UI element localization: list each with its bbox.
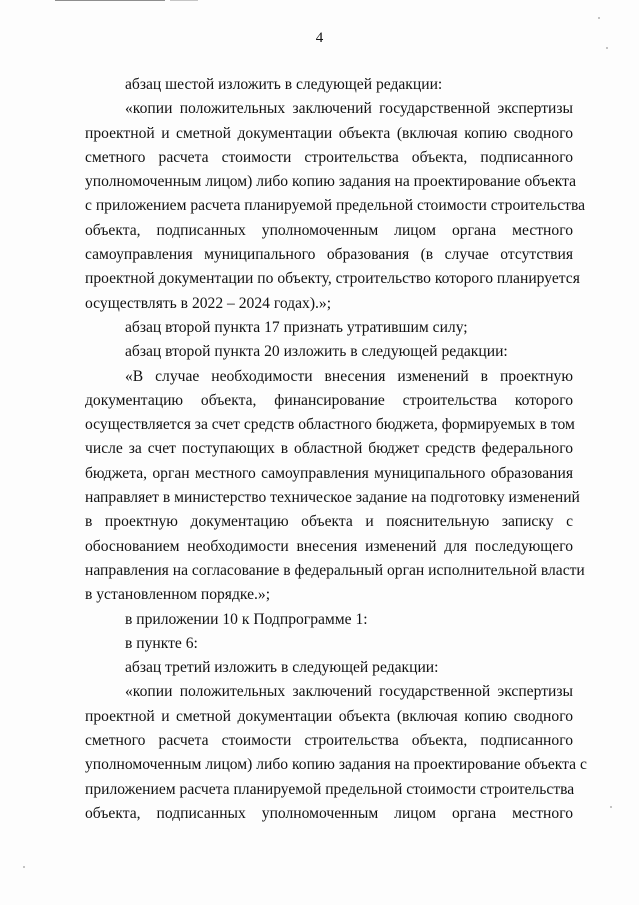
document-body (85, 73, 587, 826)
body-line: с приложением расчета планируемой предельной стоимости строительства (85, 197, 586, 215)
body-line: абзац второй пункта 17 признать утратившим силу; (125, 318, 468, 336)
body-line: осуществляется за счет средств областного бюджета, формируемых в том (85, 416, 575, 434)
body-line: сметного расчета стоимости строительства объекта, подписанного (85, 148, 573, 166)
page-number: 4 (315, 30, 324, 46)
scan-edge-line (170, 0, 198, 1)
body-line: абзац шестой изложить в следующей редакции: (125, 76, 443, 93)
body-line: числе за счет поступающих в областной бюджет средств федерального (85, 440, 573, 458)
body-line: в пункте 6: (125, 634, 198, 652)
body-line: абзац второй пункта 20 изложить в следующей редакции: (125, 343, 508, 361)
body-line: в приложении 10 к Подпрограмме 1: (125, 610, 368, 628)
scan-edge-line (55, 0, 165, 1)
body-line: «копии положительных заключений государственной экспертизы (125, 100, 573, 118)
body-line: объекта, подписанных уполномоченным лицом органа местного (85, 804, 573, 822)
body-line: приложением расчета планируемой предельной стоимости строительства (85, 780, 575, 798)
scan-speck (610, 806, 612, 808)
body-line: бюджета, орган местного самоуправления муниципального образования (85, 464, 573, 482)
body-line: объекта, подписанных уполномоченным лицом органа местного (85, 221, 573, 239)
body-line: документацию объекта, финансирование строительства которого (85, 391, 573, 409)
body-line: уполномоченным лицом) либо копию задания на проектирование объекта с (85, 756, 587, 774)
scan-speck (606, 47, 608, 49)
body-line: проектной и сметной документации объекта (включая копию сводного (85, 707, 573, 725)
body-line: уполномоченным лицом) либо копию задания на проектирование объекта (85, 173, 577, 191)
body-line: самоуправления муниципального образования (в случае отсутствия (85, 246, 573, 264)
body-line: абзац третий изложить в следующей редакции: (125, 659, 439, 677)
body-line: в установленном порядке.»; (85, 586, 271, 604)
body-line: направляет в министерство техническое задание на подготовку изменений (85, 489, 580, 507)
body-line: обоснованием необходимости внесения изменений для последующего (85, 537, 573, 555)
body-line: осуществлять в 2022 – 2024 годах).»; (85, 294, 332, 312)
body-line: «копии положительных заключений государственной экспертизы (125, 683, 573, 701)
body-line: направления на согласование в федеральный орган исполнительной власти (85, 561, 585, 579)
body-line: сметного расчета стоимости строительства объекта, подписанного (85, 732, 573, 750)
body-line: в проектную документацию объекта и пояснительную записку с (85, 513, 573, 531)
body-line: «В случае необходимости внесения изменений в проектную (125, 367, 573, 385)
scan-speck (598, 17, 600, 19)
body-line: проектной документации по объекту, строительство которого планируется (85, 270, 580, 288)
body-line: проектной и сметной документации объекта (включая копию сводного (85, 124, 573, 142)
scan-speck (23, 866, 25, 868)
